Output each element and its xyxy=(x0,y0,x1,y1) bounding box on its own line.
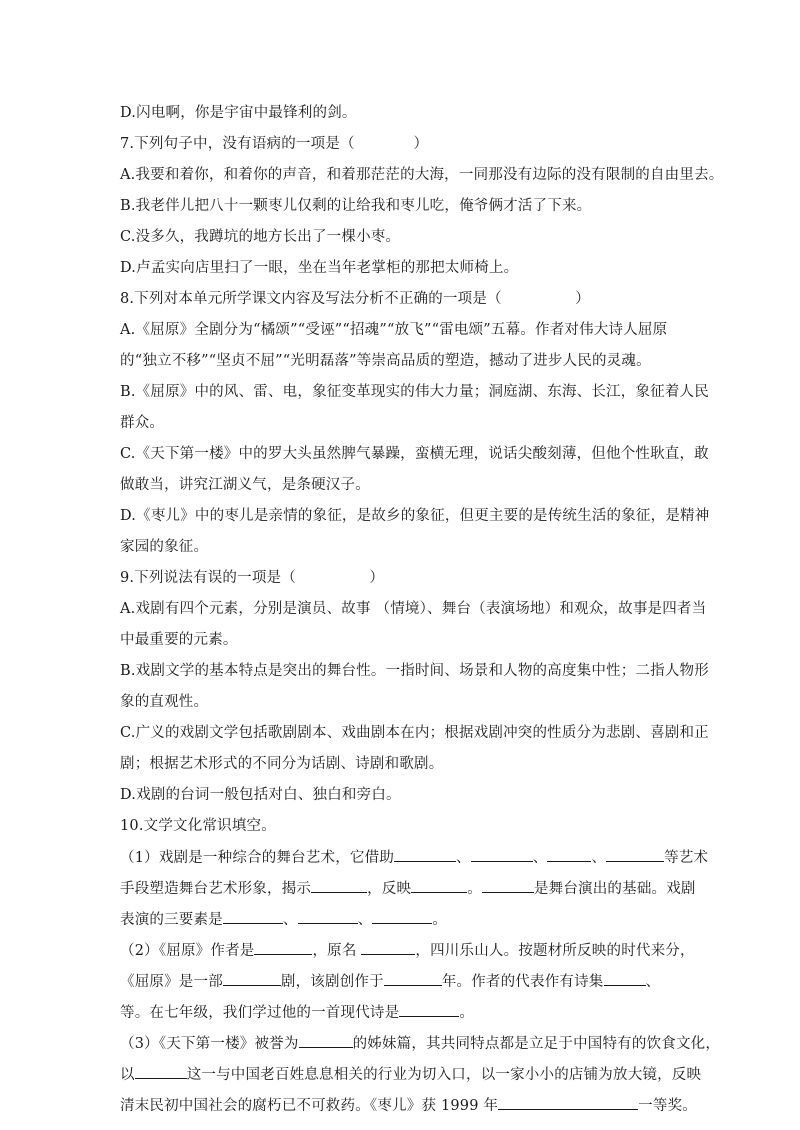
q10-part2-line2 xyxy=(120,971,660,992)
q10-part2-text: （2）《屈原》作者是 xyxy=(120,943,255,959)
q10-part2-text: ，四川乐山人。按题材所反映的时代来分， xyxy=(415,943,695,959)
q10-part1-line3 xyxy=(120,909,447,930)
fill-blank[interactable] xyxy=(299,1033,353,1048)
q8-option-b-line1: B.《屈原》中的风、雷、电，象征变革现实的伟大力量；洞庭湖、东海、长江，象征着人民 xyxy=(120,384,709,400)
fill-blank[interactable] xyxy=(604,971,646,986)
q10-part1-text: （1）戏剧是一种综合的舞台艺术，它借助 xyxy=(120,850,395,866)
q10-part1-text: ，反映 xyxy=(367,881,412,897)
q8-option-c-line2: 做敢当，讲究江湖义气，是条硬汉子。 xyxy=(120,477,370,493)
q9-stem: 9.下列说法有误的一项是（ ） xyxy=(120,570,385,586)
q7-option-a: A.我要和着你，和着你的声音，和着那茫茫的大海，一同那没有边际的没有限制的自由里去。 xyxy=(120,167,724,183)
q10-part3-line3 xyxy=(120,1095,697,1116)
q10-part1-text: 是舞台演出的基础。戏剧 xyxy=(533,881,696,897)
q7-stem: 7.下列句子中，没有语病的一项是（ ） xyxy=(120,136,429,152)
separator: 、 xyxy=(357,912,373,928)
separator: 、 xyxy=(456,850,471,866)
q8-option-d-line2: 家园的象征。 xyxy=(120,539,209,555)
q10-part1-line1 xyxy=(120,847,708,868)
q7-option-c: C.没多久，我蹲坑的地方长出了一棵小枣。 xyxy=(120,229,401,245)
fill-blank[interactable] xyxy=(361,940,415,955)
fill-blank[interactable] xyxy=(254,940,312,955)
q10-part1-text: 等艺术 xyxy=(664,850,709,866)
q10-part3-line2 xyxy=(120,1064,701,1085)
q10-part2-text: 。 xyxy=(459,1005,475,1021)
q10-part2-text: 年。作者的代表作有诗集 xyxy=(441,974,604,990)
fill-blank[interactable] xyxy=(399,1002,459,1017)
separator: 、 xyxy=(532,850,548,866)
q8-option-d-line1: D.《枣儿》中的枣儿是亲情的象征，是故乡的象征，但更主要的是传统生活的象征，是精神 xyxy=(120,508,710,524)
q10-part1-text: 。 xyxy=(432,912,448,928)
q10-part2-text: 《屈原》是一部 xyxy=(120,974,223,990)
q10-part3-line1 xyxy=(120,1033,720,1054)
fill-blank[interactable] xyxy=(471,847,533,862)
fill-blank[interactable] xyxy=(135,1064,187,1079)
fill-blank[interactable] xyxy=(372,909,432,924)
q9-option-b-line2: 象的直观性。 xyxy=(120,694,209,710)
q10-part3-text: 的姊妹篇，其共同特点都是立足于中国特有的饮食文化， xyxy=(352,1036,721,1052)
q8-option-b-line2: 群众。 xyxy=(120,415,165,431)
q10-stem: 10.文学文化常识填空。 xyxy=(120,818,276,834)
q9-option-d: D.戏剧的台词一般包括对白、独白和旁白。 xyxy=(120,787,401,803)
fill-blank[interactable] xyxy=(498,1095,638,1110)
fill-blank[interactable] xyxy=(606,847,664,862)
q10-part3-text: 一等奖。 xyxy=(638,1098,697,1114)
q10-part1-line2 xyxy=(120,878,696,899)
fill-blank[interactable] xyxy=(311,878,367,893)
q10-part3-text: 这一与中国老百姓息息相关的行业为切入口，以一家小小的店铺为放大镜，反映 xyxy=(186,1067,702,1083)
fill-blank[interactable] xyxy=(394,847,456,862)
fill-blank[interactable] xyxy=(482,878,534,893)
q9-option-a-line2: 中最重要的元素。 xyxy=(120,632,238,648)
q10-part2-text: ，原名 xyxy=(312,943,362,959)
fill-blank[interactable] xyxy=(298,909,358,924)
q7-option-b: B.我老伴儿把八十一颗枣儿仅剩的让给我和枣儿吃，俺爷俩才活了下来。 xyxy=(120,198,592,214)
q8-option-c-line1: C.《天下第一楼》中的罗大头虽然脾气暴躁，蛮横无理，说话尖酸刻薄，但他个性耿直，敢 xyxy=(120,446,709,462)
q7-option-d: D.卢孟实向店里扫了一眼，坐在当年老掌柜的那把太师椅上。 xyxy=(120,260,519,276)
q10-part2-text: 剧，该剧创作于 xyxy=(280,974,384,990)
q10-part1-text: 手段塑造舞台艺术形象，揭示 xyxy=(120,881,312,897)
fill-blank[interactable] xyxy=(547,847,591,862)
separator: 、 xyxy=(591,850,607,866)
q10-part2-line3 xyxy=(120,1002,474,1023)
separator: 、 xyxy=(282,912,298,928)
q10-part3-text: 以 xyxy=(120,1067,135,1083)
q10-part2-line1 xyxy=(120,940,695,961)
q10-part2-text: 等。在七年级，我们学过他的一首现代诗是 xyxy=(120,1005,400,1021)
q8-option-a-line1: A.《屈原》全剧分为“橘颂”“受诬”“招魂”“放飞”“雷电颂”五幕。作者对伟大诗人屈原 xyxy=(120,322,668,338)
q9-option-c-line1: C.广义的戏剧文学包括歌剧剧本、戏曲剧本在内；根据戏剧冲突的性质分为悲剧、喜剧和正 xyxy=(120,725,709,741)
q10-part3-text: （3）《天下第一楼》被誉为 xyxy=(120,1036,299,1052)
q10-part1-text: 。 xyxy=(467,881,482,897)
q8-option-a-line2: 的“独立不移”“坚贞不屈”“光明磊落”等崇高品质的塑造，撼动了进步人民的灵魂。 xyxy=(120,353,651,369)
fill-blank[interactable] xyxy=(384,971,442,986)
q10-part1-text: 表演的三要素是 xyxy=(120,912,223,928)
q10-part3-text: 清末民初中国社会的腐朽已不可救药。《枣儿》获 1999 年 xyxy=(120,1098,499,1114)
fill-blank[interactable] xyxy=(223,971,281,986)
q9-option-c-line2: 剧；根据艺术形式的不同分为话剧、诗剧和歌剧。 xyxy=(120,756,444,772)
q9-option-a-line1: A.戏剧有四个元素，分别是演员、故事 （情境）、舞台（表演场地）和观众，故事是四者当 xyxy=(120,601,707,617)
q8-stem: 8.下列对本单元所学课文内容及写法分析不正确的一项是（ ） xyxy=(120,291,590,307)
q9-option-b-line1: B.戏剧文学的基本特点是突出的舞台性。一指时间、场景和人物的高度集中性；二指人物形 xyxy=(120,663,709,679)
q10-part2-text: 、 xyxy=(645,974,661,990)
fill-blank[interactable] xyxy=(223,909,283,924)
q6-option-d: D.闪电啊，你是宇宙中最锋利的剑。 xyxy=(120,105,357,121)
fill-blank[interactable] xyxy=(411,878,467,893)
